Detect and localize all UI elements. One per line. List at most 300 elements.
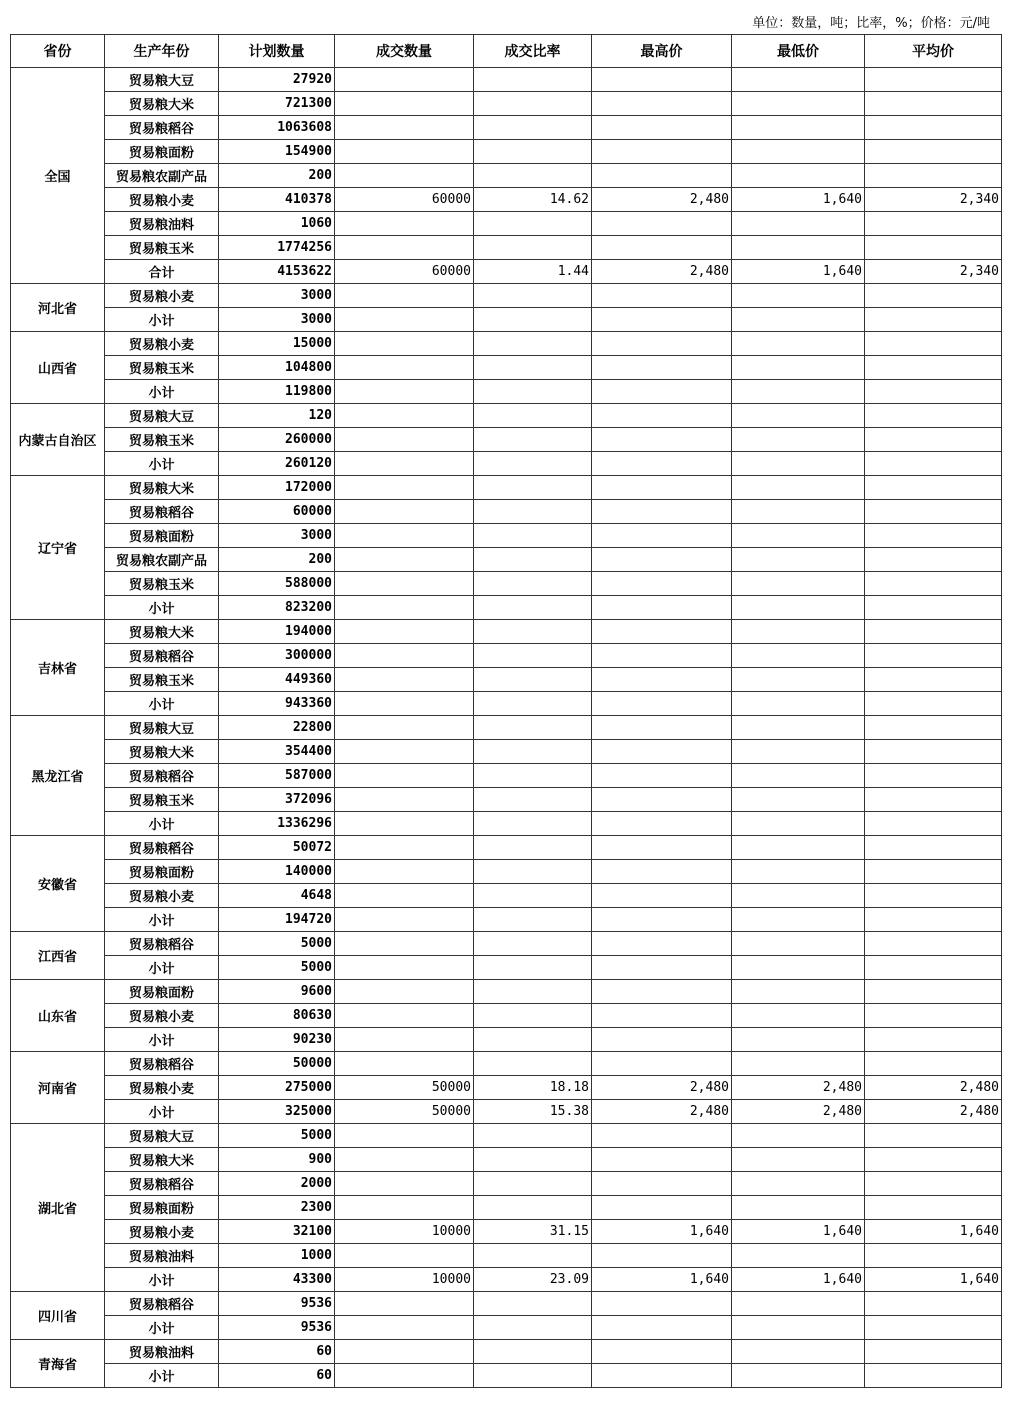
- avg-price-cell: 2,340: [865, 260, 1002, 284]
- max-price-cell: [592, 956, 732, 980]
- deal-ratio-cell: [474, 1148, 592, 1172]
- province-cell: 吉林省: [11, 620, 105, 716]
- item-cell: 贸易粮小麦: [105, 1220, 219, 1244]
- deal-ratio-cell: [474, 284, 592, 308]
- table-row: [11, 236, 1002, 260]
- avg-price-cell: [865, 1316, 1002, 1340]
- plan-qty-cell: 4153622: [219, 260, 335, 284]
- deal-ratio-cell: [474, 812, 592, 836]
- table-row: [11, 980, 1002, 1004]
- table-row: [11, 428, 1002, 452]
- max-price-cell: [592, 452, 732, 476]
- min-price-cell: 1,640: [732, 260, 865, 284]
- min-price-cell: [732, 116, 865, 140]
- plan-qty-cell: 449360: [219, 668, 335, 692]
- min-price-cell: [732, 980, 865, 1004]
- max-price-cell: [592, 908, 732, 932]
- min-price-cell: [732, 860, 865, 884]
- deal-ratio-cell: [474, 1340, 592, 1364]
- avg-price-cell: [865, 716, 1002, 740]
- max-price-cell: [592, 404, 732, 428]
- max-price-cell: [592, 740, 732, 764]
- table-row: [11, 908, 1002, 932]
- avg-price-cell: [865, 548, 1002, 572]
- min-price-cell: [732, 764, 865, 788]
- deal-ratio-cell: [474, 860, 592, 884]
- max-price-cell: [592, 380, 732, 404]
- max-price-cell: [592, 572, 732, 596]
- plan-qty-cell: 5000: [219, 932, 335, 956]
- deal-qty-cell: [335, 1316, 474, 1340]
- avg-price-cell: [865, 212, 1002, 236]
- max-price-cell: [592, 980, 732, 1004]
- item-cell: 贸易粮农副产品: [105, 164, 219, 188]
- deal-ratio-cell: [474, 212, 592, 236]
- avg-price-cell: [865, 836, 1002, 860]
- deal-ratio-cell: [474, 596, 592, 620]
- table-row: [11, 596, 1002, 620]
- deal-qty-cell: [335, 932, 474, 956]
- plan-qty-cell: 194720: [219, 908, 335, 932]
- item-cell: 贸易粮小麦: [105, 332, 219, 356]
- plan-qty-cell: 721300: [219, 92, 335, 116]
- plan-qty-cell: 50072: [219, 836, 335, 860]
- deal-ratio-cell: [474, 1004, 592, 1028]
- deal-ratio-cell: [474, 716, 592, 740]
- province-cell: 山西省: [11, 332, 105, 404]
- deal-qty-cell: [335, 140, 474, 164]
- province-cell: 全国: [11, 68, 105, 284]
- item-cell: 小计: [105, 380, 219, 404]
- province-cell: 黑龙江省: [11, 716, 105, 836]
- avg-price-cell: [865, 236, 1002, 260]
- min-price-cell: [732, 164, 865, 188]
- max-price-cell: [592, 932, 732, 956]
- item-cell: 贸易粮稻谷: [105, 500, 219, 524]
- min-price-cell: [732, 452, 865, 476]
- max-price-cell: [592, 284, 732, 308]
- item-cell: 贸易粮小麦: [105, 188, 219, 212]
- deal-qty-cell: [335, 476, 474, 500]
- plan-qty-cell: 354400: [219, 740, 335, 764]
- min-price-cell: [732, 68, 865, 92]
- table-row: [11, 356, 1002, 380]
- item-cell: 贸易粮小麦: [105, 1004, 219, 1028]
- min-price-cell: 1,640: [732, 188, 865, 212]
- col-header-year: 生产年份: [105, 35, 219, 68]
- table-row: [11, 116, 1002, 140]
- min-price-cell: [732, 236, 865, 260]
- avg-price-cell: [865, 1340, 1002, 1364]
- deal-ratio-cell: [474, 140, 592, 164]
- table-row: [11, 788, 1002, 812]
- deal-ratio-cell: [474, 68, 592, 92]
- max-price-cell: [592, 620, 732, 644]
- table-row: [11, 956, 1002, 980]
- item-cell: 贸易粮面粉: [105, 524, 219, 548]
- table-row: [11, 284, 1002, 308]
- avg-price-cell: [865, 1292, 1002, 1316]
- min-price-cell: [732, 500, 865, 524]
- avg-price-cell: [865, 956, 1002, 980]
- avg-price-cell: [865, 92, 1002, 116]
- min-price-cell: [732, 548, 865, 572]
- avg-price-cell: 2,480: [865, 1076, 1002, 1100]
- deal-qty-cell: [335, 908, 474, 932]
- min-price-cell: [732, 284, 865, 308]
- min-price-cell: [732, 428, 865, 452]
- max-price-cell: [592, 236, 732, 260]
- avg-price-cell: [865, 284, 1002, 308]
- max-price-cell: [592, 332, 732, 356]
- deal-qty-cell: [335, 884, 474, 908]
- col-header-plan-qty: 计划数量: [219, 35, 335, 68]
- deal-ratio-cell: [474, 1172, 592, 1196]
- plan-qty-cell: 3000: [219, 524, 335, 548]
- deal-ratio-cell: [474, 956, 592, 980]
- plan-qty-cell: 9536: [219, 1292, 335, 1316]
- deal-qty-cell: [335, 1244, 474, 1268]
- deal-qty-cell: [335, 1124, 474, 1148]
- deal-qty-cell: 10000: [335, 1268, 474, 1292]
- table-row: [11, 812, 1002, 836]
- avg-price-cell: [865, 788, 1002, 812]
- max-price-cell: [592, 308, 732, 332]
- item-cell: 贸易粮大米: [105, 476, 219, 500]
- unit-note: 单位：数量，吨；比率，%；价格：元/吨: [752, 16, 990, 31]
- plan-qty-cell: 5000: [219, 956, 335, 980]
- avg-price-cell: [865, 980, 1002, 1004]
- min-price-cell: 2,480: [732, 1100, 865, 1124]
- item-cell: 贸易粮玉米: [105, 668, 219, 692]
- min-price-cell: [732, 380, 865, 404]
- table-row: [11, 1004, 1002, 1028]
- item-cell: 贸易粮面粉: [105, 980, 219, 1004]
- plan-qty-cell: 200: [219, 548, 335, 572]
- plan-qty-cell: 4648: [219, 884, 335, 908]
- max-price-cell: [592, 884, 732, 908]
- deal-ratio-cell: [474, 788, 592, 812]
- col-header-deal-ratio: 成交比率: [474, 35, 592, 68]
- deal-qty-cell: [335, 164, 474, 188]
- deal-qty-cell: [335, 1028, 474, 1052]
- min-price-cell: [732, 1124, 865, 1148]
- item-cell: 小计: [105, 1364, 219, 1388]
- deal-ratio-cell: [474, 620, 592, 644]
- deal-qty-cell: 60000: [335, 260, 474, 284]
- deal-ratio-cell: [474, 476, 592, 500]
- table-row: [11, 1244, 1002, 1268]
- avg-price-cell: 2,480: [865, 1100, 1002, 1124]
- deal-qty-cell: [335, 956, 474, 980]
- deal-qty-cell: [335, 644, 474, 668]
- col-header-max-price: 最高价: [592, 35, 732, 68]
- min-price-cell: [732, 1364, 865, 1388]
- min-price-cell: [732, 140, 865, 164]
- plan-qty-cell: 140000: [219, 860, 335, 884]
- plan-qty-cell: 119800: [219, 380, 335, 404]
- deal-ratio-cell: [474, 524, 592, 548]
- max-price-cell: [592, 1124, 732, 1148]
- max-price-cell: [592, 428, 732, 452]
- table-row: [11, 380, 1002, 404]
- col-header-avg-price: 平均价: [865, 35, 1002, 68]
- deal-ratio-cell: [474, 1364, 592, 1388]
- max-price-cell: [592, 1172, 732, 1196]
- avg-price-cell: [865, 884, 1002, 908]
- deal-ratio-cell: [474, 164, 592, 188]
- item-cell: 贸易粮小麦: [105, 884, 219, 908]
- deal-qty-cell: [335, 860, 474, 884]
- max-price-cell: [592, 164, 732, 188]
- table-row: [11, 308, 1002, 332]
- min-price-cell: [732, 308, 865, 332]
- max-price-cell: [592, 668, 732, 692]
- max-price-cell: [592, 476, 732, 500]
- avg-price-cell: [865, 908, 1002, 932]
- item-cell: 贸易粮稻谷: [105, 836, 219, 860]
- avg-price-cell: [865, 308, 1002, 332]
- max-price-cell: [592, 68, 732, 92]
- col-header-deal-qty: 成交数量: [335, 35, 474, 68]
- table-row: [11, 1124, 1002, 1148]
- item-cell: 贸易粮玉米: [105, 428, 219, 452]
- table-row: [11, 260, 1002, 284]
- item-cell: 贸易粮稻谷: [105, 1052, 219, 1076]
- item-cell: 贸易粮大米: [105, 92, 219, 116]
- item-cell: 小计: [105, 1100, 219, 1124]
- plan-qty-cell: 300000: [219, 644, 335, 668]
- plan-qty-cell: 410378: [219, 188, 335, 212]
- table-row: [11, 92, 1002, 116]
- avg-price-cell: [865, 572, 1002, 596]
- min-price-cell: [732, 668, 865, 692]
- deal-ratio-cell: [474, 380, 592, 404]
- min-price-cell: [732, 1340, 865, 1364]
- table-row: [11, 476, 1002, 500]
- deal-ratio-cell: [474, 644, 592, 668]
- avg-price-cell: [865, 1004, 1002, 1028]
- item-cell: 贸易粮农副产品: [105, 548, 219, 572]
- avg-price-cell: [865, 692, 1002, 716]
- deal-qty-cell: [335, 1052, 474, 1076]
- deal-ratio-cell: [474, 980, 592, 1004]
- avg-price-cell: [865, 620, 1002, 644]
- max-price-cell: [592, 1364, 732, 1388]
- deal-qty-cell: 50000: [335, 1076, 474, 1100]
- deal-ratio-cell: [474, 908, 592, 932]
- table-row: [11, 332, 1002, 356]
- table-row: [11, 572, 1002, 596]
- deal-ratio-cell: [474, 92, 592, 116]
- max-price-cell: [592, 788, 732, 812]
- table-row: [11, 620, 1002, 644]
- table-row: [11, 860, 1002, 884]
- plan-qty-cell: 1774256: [219, 236, 335, 260]
- plan-qty-cell: 43300: [219, 1268, 335, 1292]
- table-row: [11, 692, 1002, 716]
- max-price-cell: 1,640: [592, 1268, 732, 1292]
- plan-qty-cell: 823200: [219, 596, 335, 620]
- plan-qty-cell: 90230: [219, 1028, 335, 1052]
- deal-ratio-cell: [474, 668, 592, 692]
- min-price-cell: [732, 716, 865, 740]
- item-cell: 贸易粮小麦: [105, 284, 219, 308]
- deal-ratio-cell: [474, 1124, 592, 1148]
- avg-price-cell: [865, 452, 1002, 476]
- deal-qty-cell: [335, 1364, 474, 1388]
- deal-ratio-cell: [474, 500, 592, 524]
- deal-qty-cell: [335, 572, 474, 596]
- min-price-cell: [732, 404, 865, 428]
- min-price-cell: 1,640: [732, 1220, 865, 1244]
- plan-qty-cell: 9600: [219, 980, 335, 1004]
- item-cell: 贸易粮油料: [105, 212, 219, 236]
- max-price-cell: [592, 524, 732, 548]
- table-row: [11, 1292, 1002, 1316]
- max-price-cell: 1,640: [592, 1220, 732, 1244]
- deal-qty-cell: [335, 380, 474, 404]
- avg-price-cell: [865, 404, 1002, 428]
- avg-price-cell: [865, 1244, 1002, 1268]
- avg-price-cell: [865, 116, 1002, 140]
- min-price-cell: [732, 1172, 865, 1196]
- table-row: [11, 884, 1002, 908]
- item-cell: 贸易粮稻谷: [105, 1292, 219, 1316]
- plan-qty-cell: 2000: [219, 1172, 335, 1196]
- table-row: [11, 212, 1002, 236]
- item-cell: 小计: [105, 1028, 219, 1052]
- min-price-cell: [732, 1052, 865, 1076]
- item-cell: 贸易粮稻谷: [105, 764, 219, 788]
- avg-price-cell: [865, 1364, 1002, 1388]
- deal-qty-cell: 50000: [335, 1100, 474, 1124]
- avg-price-cell: [865, 860, 1002, 884]
- max-price-cell: [592, 1316, 732, 1340]
- deal-ratio-cell: 15.38: [474, 1100, 592, 1124]
- deal-qty-cell: [335, 92, 474, 116]
- item-cell: 贸易粮稻谷: [105, 116, 219, 140]
- table-row: [11, 1316, 1002, 1340]
- max-price-cell: 2,480: [592, 1076, 732, 1100]
- avg-price-cell: [865, 380, 1002, 404]
- min-price-cell: [732, 92, 865, 116]
- item-cell: 贸易粮稻谷: [105, 644, 219, 668]
- max-price-cell: [592, 692, 732, 716]
- table-row: [11, 500, 1002, 524]
- item-cell: 小计: [105, 452, 219, 476]
- min-price-cell: [732, 212, 865, 236]
- plan-qty-cell: 275000: [219, 1076, 335, 1100]
- province-cell: 河北省: [11, 284, 105, 332]
- deal-ratio-cell: [474, 236, 592, 260]
- deal-qty-cell: [335, 788, 474, 812]
- min-price-cell: [732, 356, 865, 380]
- plan-qty-cell: 27920: [219, 68, 335, 92]
- table-row: [11, 1196, 1002, 1220]
- deal-qty-cell: [335, 1172, 474, 1196]
- deal-qty-cell: [335, 284, 474, 308]
- min-price-cell: [732, 1004, 865, 1028]
- table-row: [11, 524, 1002, 548]
- plan-qty-cell: 200: [219, 164, 335, 188]
- item-cell: 贸易粮油料: [105, 1244, 219, 1268]
- avg-price-cell: [865, 932, 1002, 956]
- deal-ratio-cell: [474, 1052, 592, 1076]
- deal-qty-cell: [335, 116, 474, 140]
- min-price-cell: [732, 1244, 865, 1268]
- min-price-cell: [732, 956, 865, 980]
- max-price-cell: [592, 92, 732, 116]
- table-row: [11, 1220, 1002, 1244]
- table-row: [11, 932, 1002, 956]
- max-price-cell: [592, 212, 732, 236]
- min-price-cell: [732, 524, 865, 548]
- table-row: [11, 140, 1002, 164]
- avg-price-cell: 1,640: [865, 1220, 1002, 1244]
- item-cell: 贸易粮玉米: [105, 572, 219, 596]
- max-price-cell: [592, 1028, 732, 1052]
- deal-qty-cell: [335, 812, 474, 836]
- deal-qty-cell: [335, 716, 474, 740]
- province-cell: 河南省: [11, 1052, 105, 1124]
- avg-price-cell: [865, 1172, 1002, 1196]
- item-cell: 小计: [105, 308, 219, 332]
- plan-qty-cell: 154900: [219, 140, 335, 164]
- deal-qty-cell: [335, 332, 474, 356]
- table-row: [11, 1148, 1002, 1172]
- min-price-cell: [732, 1196, 865, 1220]
- max-price-cell: [592, 1052, 732, 1076]
- item-cell: 贸易粮稻谷: [105, 1172, 219, 1196]
- min-price-cell: [732, 476, 865, 500]
- max-price-cell: [592, 860, 732, 884]
- plan-qty-cell: 325000: [219, 1100, 335, 1124]
- max-price-cell: [592, 1340, 732, 1364]
- table-row: [11, 68, 1002, 92]
- deal-ratio-cell: [474, 548, 592, 572]
- min-price-cell: [732, 908, 865, 932]
- min-price-cell: [732, 620, 865, 644]
- avg-price-cell: [865, 596, 1002, 620]
- deal-qty-cell: [335, 356, 474, 380]
- avg-price-cell: [865, 1196, 1002, 1220]
- deal-qty-cell: [335, 836, 474, 860]
- deal-qty-cell: [335, 692, 474, 716]
- deal-ratio-cell: [474, 884, 592, 908]
- deal-qty-cell: [335, 212, 474, 236]
- max-price-cell: [592, 1148, 732, 1172]
- avg-price-cell: [865, 1124, 1002, 1148]
- plan-qty-cell: 50000: [219, 1052, 335, 1076]
- max-price-cell: [592, 1004, 732, 1028]
- deal-ratio-cell: [474, 740, 592, 764]
- max-price-cell: 2,480: [592, 188, 732, 212]
- table-row: [11, 716, 1002, 740]
- plan-qty-cell: 60: [219, 1340, 335, 1364]
- deal-qty-cell: [335, 764, 474, 788]
- header-row: [11, 35, 1002, 68]
- item-cell: 小计: [105, 692, 219, 716]
- deal-ratio-cell: [474, 404, 592, 428]
- item-cell: 贸易粮大豆: [105, 68, 219, 92]
- deal-ratio-cell: 18.18: [474, 1076, 592, 1100]
- min-price-cell: [732, 788, 865, 812]
- deal-ratio-cell: [474, 116, 592, 140]
- deal-ratio-cell: [474, 932, 592, 956]
- deal-ratio-cell: 14.62: [474, 188, 592, 212]
- col-header-province: 省份: [11, 35, 105, 68]
